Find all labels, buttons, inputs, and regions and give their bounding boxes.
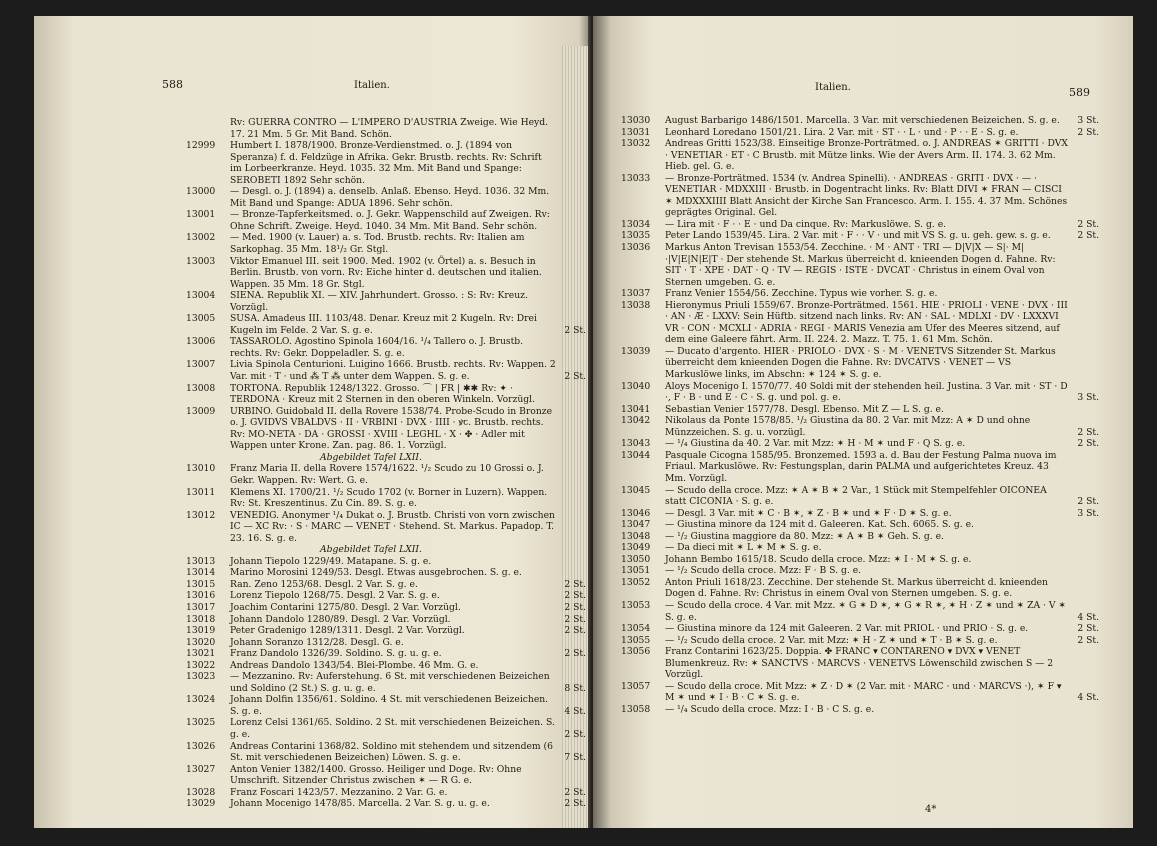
catalog-entry (186, 463, 586, 486)
lot-number: 12999 (186, 140, 216, 152)
left-page (34, 16, 590, 828)
catalog-entry (621, 242, 1099, 288)
catalog-entry (186, 590, 586, 602)
plate-reference (186, 544, 586, 556)
catalog-entry (186, 648, 586, 660)
lot-description: — ¹/₄ Scudo della croce. Mzz: I · B · C S. g. e. (665, 703, 875, 715)
lot-description: — Bronze-Porträtmed. 1534 (v. Andrea Spinelli). · ANDREAS · GRITI · DVX · — · VENETIAR · MDXXIII · Brustb. in Dogentracht links. Rv: Blatt DIVI ✶ FRAN — CISCI ✶ MDXXXIIII Blatt Ansicht der Kirche San Francesco. Arm. I. 155. 4. 37 Mm. Schönes geprägtes Original. Gel. (665, 172, 1068, 219)
lot-description: SUSA. Amadeus III. 1103/48. Denar. Kreuz mit 2 Kugeln. Rv: Drei Kugeln im Felde. 2 Var. S. g. e. (230, 313, 537, 336)
catalog-entry (186, 637, 586, 649)
catalog-entry (186, 660, 586, 672)
lot-description: Johann Bembo 1615/18. Scudo della croce. Mzz: ✶ I · M ✶ S. g. e. (665, 553, 972, 565)
catalog-entry (621, 346, 1099, 381)
lot-description: — Scudo della croce. Mzz: ✶ A ✶ B ✶ 2 Var., 1 Stück mit Stempelfehler OICONEA statt CICONIA · S. g. e. (665, 484, 1047, 508)
catalog-entry (186, 232, 586, 255)
lot-number: 13035 (621, 230, 651, 242)
lot-number: 13053 (621, 599, 651, 611)
lot-description: Humbert I. 1878/1900. Bronze-Verdienstmed. o. J. (1894 von Speranza) f. d. Feldzüge in Afrika. Gekr. Brustb. rechts. Rv: Schrift im Lorbeerkranze. Heyd. 1035. 32 Mm. Mit Band und Spange: SEROBETI 1892 Sehr schön. (230, 140, 542, 186)
lot-description: Franz Contarini 1623/25. Doppia. ✤ FRANC ▾ CONTARENO ▾ DVX ▾ VENET Blumenkreuz. Rv: ✶ SANCTVS · MARCVS · VENETVS Löwenschild zwischen S — 2 Vorzügl. (665, 646, 1054, 681)
lot-description: Johann Soranzo 1312/28. Desgl. G. e. (230, 636, 404, 648)
lot-number: 13045 (621, 484, 651, 496)
catalog-entry (621, 300, 1099, 346)
lot-description: Anton Venier 1382/1400. Grosso. Heiliger und Doge. Rv: Ohne Umschrift. Sitzender Christus zwischen ✶ — R G. e. (230, 763, 522, 787)
catalog-entry (621, 127, 1099, 139)
lot-description: TASSAROLO. Agostino Spinola 1604/16. ¹/₄ Tallero o. J. Brustb. rechts. Rv: Gekr. Doppeladler. S. g. e. (230, 336, 524, 359)
catalog-entry (186, 567, 586, 579)
catalog-entry (186, 487, 586, 510)
catalog-entry (186, 209, 586, 232)
lot-number: 13033 (621, 172, 651, 184)
catalog-entry (186, 671, 586, 694)
catalog-entry (186, 798, 586, 810)
catalog-entry (621, 577, 1099, 600)
catalog-entry (621, 600, 1099, 623)
catalog-entry (186, 256, 586, 291)
lot-description: — ¹/₂ Scudo della croce. Mzz: F · B S. g. e. (665, 565, 862, 577)
catalog-entry (621, 485, 1099, 508)
lot-number: 13034 (621, 218, 651, 230)
lot-description: Pasquale Cicogna 1585/95. Bronzemed. 1593 a. d. Bau der Festung Palma nuova im Friaul. Markuslöwe. Rv: Festungsplan, darin PALMA und aufgerichtetes Kreuz. 43 Mm. Vorzügl. (665, 449, 1057, 484)
lot-number: 13056 (621, 646, 651, 658)
catalog-entry (621, 635, 1099, 647)
lot-description: Sebastian Venier 1577/78. Desgl. Ebenso. Mit Z — L S. g. e. (665, 403, 944, 415)
lot-description: VENEDIG. Anonymer ¹/₄ Dukat o. J. Brustb. Christi von vorn zwischen IC — XC Rv: · S · MARC — VENET · Stehend. St. Markus. Papadop. T. 23. 16. S. g. e. (230, 509, 555, 544)
catalog-entry (186, 694, 586, 717)
lot-description: Abgebildet Tafel LXII. (320, 451, 422, 463)
lot-number: 13029 (186, 798, 216, 810)
lot-number: 13038 (621, 299, 651, 311)
catalog-entry (186, 556, 586, 568)
catalog-entry (186, 117, 586, 140)
running-head-right: Italien. (815, 82, 851, 93)
lot-quantity: 7 St. (564, 752, 586, 764)
lot-quantity: 8 St. (564, 682, 586, 694)
catalog-entry (621, 415, 1099, 438)
lot-description: Johann Tiepolo 1229/49. Matapane. S. g. e. (230, 555, 432, 567)
lot-number: 13028 (186, 786, 216, 798)
lot-description: August Barbarigo 1486/1501. Marcella. 3 Var. mit verschiedenen Beizeichen. S. g. e. (665, 115, 1060, 126)
catalog-entry (186, 625, 586, 637)
lot-quantity: 3 St. (1077, 507, 1099, 519)
catalog-entry (621, 531, 1099, 543)
lot-quantity: 2 St. (564, 625, 586, 637)
lot-number: 13022 (186, 659, 216, 671)
lot-description: Klemens XI. 1700/21. ¹/₂ Scudo 1702 (v. Borner in Luzern). Wappen. Rv: St. Kreszentinus. Zu Cin. 89. S. g. e. (230, 486, 548, 510)
right-page (593, 16, 1133, 828)
lot-description: Johann Mocenigo 1478/85. Marcella. 2 Var. S. g. u. g. e. (230, 798, 490, 810)
lot-quantity: 2 St. (1077, 634, 1099, 646)
lot-number: 13018 (186, 613, 216, 625)
lot-number: 13012 (186, 509, 216, 521)
lot-description: Peter Lando 1539/45. Lira. 2 Var. mit · F · · V · und mit VS S. g. u. geh. gew. s. g. e. (665, 230, 1051, 242)
catalog-entry (621, 438, 1099, 450)
lot-number: 13046 (621, 507, 651, 519)
lot-number: 13048 (621, 530, 651, 542)
catalog-entry (186, 614, 586, 626)
lot-number: 13054 (621, 623, 651, 635)
catalog-entry (621, 138, 1099, 173)
catalog-entry (186, 359, 586, 382)
lot-number: 13042 (621, 415, 651, 427)
page-number-right: 589 (1069, 86, 1090, 99)
catalog-entry (186, 336, 586, 359)
lot-quantity: 2 St. (1077, 426, 1099, 438)
lot-quantity: 4 St. (1077, 611, 1099, 623)
catalog-entry (186, 383, 586, 406)
lot-description: SIENA. Republik XI. — XIV. Jahrhundert. Grosso. : S: Rv: Kreuz. Vorzügl. (230, 290, 528, 313)
lot-number: 13002 (186, 232, 216, 244)
entry-list-left (186, 117, 586, 810)
catalog-entry (621, 565, 1099, 577)
lot-number: 13003 (186, 255, 216, 267)
lot-description: Lorenz Celsi 1361/65. Soldino. 2 St. mit verschiedenen Beizeichen. S. g. e. (230, 717, 555, 740)
catalog-entry (621, 519, 1099, 531)
lot-description: Hieronymus Priuli 1559/67. Bronze-Porträtmed. 1561. HIE · PRIOLI · VENE · DVX · III · AN · Æ · LXXV: Sein Hüftb. sitzend nach links. Rv: AN · SAL · MDLXI · DV · LXXXVI VR · CON · MCXLI · ADRIA · REGI · MARIS Venezia am Ufer des Meeres sitzend, auf dem eine Galeere fährt. Arm. II. 224. 2. Mazz. T. 75. 1. 61 Mm. Schön. (665, 299, 1068, 346)
lot-description: Leonhard Loredano 1501/21. Lira. 2 Var. mit · ST · · L · und · P · · E · S. g. e. (665, 126, 1019, 138)
lot-description: — Giustina minore da 124 mit Galeeren. 2 Var. mit PRIOL · und PRIO · S. g. e. (665, 623, 1029, 635)
lot-number: 13047 (621, 519, 651, 531)
lot-number: 13040 (621, 380, 651, 392)
lot-description: Nikolaus da Ponte 1578/85. ¹/₂ Giustina da 80. 2 Var. mit Mzz: A ✶ D und ohne Münzzeichen. S. g. u. vorzügl. (665, 415, 1031, 438)
lot-description: Abgebildet Tafel LXII. (320, 544, 422, 556)
lot-number: 13011 (186, 486, 216, 498)
lot-description: Andreas Dandolo 1343/54. Blei-Plombe. 46 Mm. G. e. (230, 659, 479, 671)
lot-number: 13015 (186, 578, 216, 590)
lot-quantity: 2 St. (564, 371, 586, 383)
lot-description: Markus Anton Trevisan 1553/54. Zecchine. · M · ANT · TRI — D|V|X — S|· M|·|V|E|N|E|T · Der stehende St. Markus überreicht d. knieenden Dogen d. Fahne. Rv: SIT · T · XPE · DAT · Q · TV — REGIS · ISTE · DVCAT · Christus in einem Oval von Sternen umgeben. G. e. (665, 242, 1056, 288)
catalog-entry (186, 579, 586, 591)
lot-number: 13043 (621, 438, 651, 450)
lot-number: 13055 (621, 634, 651, 646)
lot-description: Andreas Gritti 1523/38. Einseitige Bronze-Porträtmed. o. J. ANDREAS ✶ GRITTI · DVX · VENETIAR · ET · C Brustb. mit Mütze links. Wie der Avers Arm. II. 174. 3. 62 Mm. Hieb. gel. G. e. (665, 138, 1068, 173)
lot-number: 13057 (621, 680, 651, 692)
lot-number: 13019 (186, 625, 216, 637)
catalog-entry (621, 115, 1099, 127)
catalog-entry (186, 741, 586, 764)
lot-description: Viktor Emanuel III. seit 1900. Med. 1902 (v. Örtel) a. s. Besuch in Berlin. Brustb. von vorn. Rv: Eiche hinter d. deutschen und italien. Wappen. 35 Mm. 18 Gr. Stgl. (230, 255, 542, 290)
catalog-entry (621, 542, 1099, 554)
lot-quantity: 2 St. (564, 786, 586, 798)
lot-description: — Desgl. o. J. (1894) a. denselb. Anlaß. Ebenso. Heyd. 1036. 32 Mm. Mit Band und Spange: ADUA 1896. Sehr schön. (230, 186, 550, 209)
lot-quantity: 2 St. (564, 728, 586, 740)
lot-description: — Mezzanino. Rv: Auferstehung. 6 St. mit verschiedenen Beizeichen und Soldino (2 St.) S. g. u. g. e. (230, 671, 550, 694)
lot-description: Peter Gradenigo 1289/1311. Desgl. 2 Var. Vorzügl. (230, 625, 465, 637)
lot-description: — Da dieci mit ✶ L ✶ M ✶ S. g. e. (665, 542, 822, 554)
catalog-entry (186, 140, 586, 186)
catalog-entry (621, 646, 1099, 681)
lot-number: 13008 (186, 382, 216, 394)
lot-description: TORTONA. Republik 1248/1322. Grosso. ⌒ | FR | ✱✱ Rv: ✦ · TERDONA · Kreuz mit 2 Sternen in den oberen Winkeln. Vorzügl. (230, 382, 535, 406)
lot-number: 13010 (186, 463, 216, 475)
lot-number: 13039 (621, 345, 651, 357)
lot-description: Andreas Contarini 1368/82. Soldino mit stehendem und sitzendem (6 St. mit verschiedenen Beizeichen) Löwen. S. g. e. (230, 740, 553, 764)
lot-description: — Scudo della croce. Mit Mzz: ✶ Z · D ✶ (2 Var. mit · MARC · und · MARCVS ·), ✶ F ▾ M ✶ und ✶ I · B · C ✶ S. g. e. (665, 680, 1062, 704)
catalog-entry (621, 623, 1099, 635)
lot-number: 13026 (186, 740, 216, 752)
lot-quantity: 2 St. (564, 648, 586, 660)
lot-description: Rv: GUERRA CONTRO — L'IMPERO D'AUSTRIA Zweige. Wie Heyd. 17. 21 Mm. 5 Gr. Mit Band. Schön. (230, 117, 549, 140)
lot-quantity: 4 St. (1077, 692, 1099, 704)
catalog-entry (621, 230, 1099, 242)
lot-quantity: 3 St. (1077, 115, 1099, 126)
lot-description: — ¹/₄ Giustina da 40. 2 Var. mit Mzz: ✶ H · M ✶ und F · Q S. g. e. (665, 438, 966, 450)
lot-number: 13032 (621, 138, 651, 150)
lot-number: 13058 (621, 703, 651, 715)
plate-reference (186, 452, 586, 464)
catalog-entry (621, 288, 1099, 300)
lot-number: 13017 (186, 601, 216, 613)
lot-description: URBINO. Guidobald II. della Rovere 1538/74. Probe-Scudo in Bronze o. J. GVIDVS VBALDVS · II · VRBINI · DVX · IIII · ꝟꞇ. Brustb. rechts. Rv: MO-NETA · DA · GROSSI · XVIII · LEGHL · X · ✤ · Adler mit Wappen unter Krone. Zan. pag. 86. 1. Vorzügl. (230, 405, 553, 452)
lot-description: Johann Dolfin 1356/61. Soldino. 4 St. mit verschiedenen Beizeichen. S. g. e. (230, 694, 549, 717)
lot-number: 13025 (186, 717, 216, 729)
lot-quantity: 2 St. (1077, 230, 1099, 242)
lot-number: 13049 (621, 542, 651, 554)
lot-description: Anton Priuli 1618/23. Zecchine. Der stehende St. Markus überreicht d. knieenden Dogen d. Fahne. Rv: Christus in einem Oval von Sternen umgeben. S. g. e. (665, 576, 1048, 600)
lot-description: Ran. Zeno 1253/68. Desgl. 2 Var. S. g. e. (230, 578, 418, 590)
lot-description: — Ducato d'argento. HIER · PRIOLO · DVX · S · M · VENETVS Sitzender St. Markus überreicht dem knieenden Dogen die Fahne. Rv: DVCATVS · VENET — VS Markuslöwe links, im Abschn: ✶ 124 ✶ S. g. e. (665, 345, 1056, 381)
lot-quantity: 2 St. (1077, 218, 1099, 230)
lot-description: — ¹/₂ Giustina maggiore da 80. Mzz: ✶ A ✶ B ✶ Geh. S. g. e. (665, 530, 944, 542)
lot-number: 13021 (186, 648, 216, 660)
lot-quantity: 2 St. (1077, 126, 1099, 138)
lot-description: — ¹/₂ Scudo della croce. 2 Var. mit Mzz: ✶ H · Z ✶ und ✶ T · B ✶ S. g. e. (665, 634, 998, 646)
lot-number: 13024 (186, 694, 216, 706)
lot-description: Lorenz Tiepolo 1268/75. Desgl. 2 Var. S. g. e. (230, 590, 440, 602)
lot-number: 13006 (186, 336, 216, 348)
lot-number: 13014 (186, 567, 216, 579)
lot-description: — Desgl. 3 Var. mit ✶ C · B ✶, ✶ Z · B ✶ und ✶ F · D ✶ S. g. e. (665, 507, 952, 519)
lot-number: 13013 (186, 555, 216, 567)
footer-signature: 4* (925, 804, 937, 815)
lot-description: Aloys Mocenigo I. 1570/77. 40 Soldi mit der stehenden heil. Justina. 3 Var. mit · ST · D ·, F · B · und E · C · S. g. und pol. g. e. (665, 380, 1068, 404)
catalog-entry (186, 764, 586, 787)
catalog-entry (186, 406, 586, 452)
lot-quantity: 2 St. (1077, 496, 1099, 508)
lot-quantity: 3 St. (1077, 392, 1099, 404)
lot-number: 13030 (621, 115, 651, 126)
lot-description: — Med. 1900 (v. Lauer) a. s. Tod. Brustb. rechts. Rv: Italien am Sarkophag. 35 Mm. 18¹/₂ Gr. Stgl. (230, 232, 525, 256)
lot-number: 13052 (621, 576, 651, 588)
catalog-entry (621, 219, 1099, 231)
lot-number: 13044 (621, 449, 651, 461)
catalog-entry (186, 313, 586, 336)
catalog-entry (186, 787, 586, 799)
lot-number: 13000 (186, 186, 216, 198)
lot-number: 13036 (621, 242, 651, 254)
lot-number: 13020 (186, 636, 216, 648)
lot-number: 13031 (621, 126, 651, 138)
catalog-entry (186, 290, 586, 313)
lot-quantity: 2 St. (564, 601, 586, 613)
lot-quantity: 2 St. (564, 578, 586, 590)
running-head-left: Italien. (354, 80, 390, 91)
catalog-entry (621, 381, 1099, 404)
lot-description: Livia Spinola Centurioni. Luigino 1666. Brustb. rechts. Rv: Wappen. 2 Var. mit · T · und ⁂ T ⁂ unter dem Wappen. S. g. e. (230, 359, 556, 383)
lot-description: — Scudo della croce. 4 Var. mit Mzz. ✶ G ✶ D ✶, ✶ G ✶ R ✶, ✶ H · Z ✶ und ✶ ZA · V ✶ S. g. e. (665, 599, 1067, 623)
catalog-entry (621, 508, 1099, 520)
lot-quantity: 2 St. (1077, 438, 1099, 450)
lot-number: 13050 (621, 553, 651, 565)
catalog-entry (186, 717, 586, 740)
catalog-entry (186, 602, 586, 614)
lot-description: Franz Venier 1554/56. Zecchine. Typus wie vorher. S. g. e. (665, 288, 938, 300)
lot-number: 13005 (186, 313, 216, 325)
lot-quantity: 2 St. (564, 613, 586, 625)
lot-description: Johann Dandolo 1280/89. Desgl. 2 Var. Vorzügl. (230, 613, 451, 625)
lot-quantity: 2 St. (1077, 623, 1099, 635)
lot-description: Franz Dandolo 1326/39. Soldino. S. g. u. g. e. (230, 648, 442, 660)
lot-number: 13027 (186, 763, 216, 775)
lot-description: — Lira mit · F · · E · und Da cinque. Rv: Markuslöwe. S. g. e. (665, 218, 947, 230)
page-number-left: 588 (162, 78, 183, 91)
lot-number: 13009 (186, 405, 216, 417)
catalog-entry (186, 510, 586, 545)
catalog-entry (186, 186, 586, 209)
lot-quantity: 4 St. (564, 705, 586, 717)
lot-number: 13001 (186, 209, 216, 221)
lot-quantity: 2 St. (564, 324, 586, 336)
lot-quantity: 2 St. (564, 590, 586, 602)
lot-number: 13037 (621, 288, 651, 300)
lot-number: 13004 (186, 290, 216, 302)
entry-list-right (621, 115, 1099, 715)
catalog-entry (621, 404, 1099, 416)
lot-number: 13041 (621, 403, 651, 415)
lot-quantity: 2 St. (564, 798, 586, 810)
lot-description: — Giustina minore da 124 mit d. Galeeren. Kat. Sch. 6065. S. g. e. (665, 519, 974, 531)
lot-description: Franz Maria II. della Rovere 1574/1622. ¹/₂ Scudo zu 10 Grossi o. J. Gekr. Wappen. Rv: Wert. G. e. (230, 463, 544, 486)
lot-number: 13023 (186, 671, 216, 683)
catalog-entry (621, 554, 1099, 566)
catalog-entry (621, 450, 1099, 485)
lot-number: 13051 (621, 565, 651, 577)
lot-description: Joachim Contarini 1275/80. Desgl. 2 Var. Vorzügl. (230, 601, 461, 613)
lot-number: 13016 (186, 590, 216, 602)
lot-description: Franz Foscari 1423/57. Mezzanino. 2 Var. G. e. (230, 786, 448, 798)
lot-number: 13007 (186, 359, 216, 371)
catalog-entry (621, 704, 1099, 716)
catalog-entry (621, 173, 1099, 219)
lot-description: Marino Morosini 1249/53. Desgl. Etwas ausgebrochen. S. g. e. (230, 567, 522, 579)
lot-description: — Bronze-Tapferkeitsmed. o. J. Gekr. Wappenschild auf Zweigen. Rv: Ohne Schrift. Zweige. Heyd. 1040. 34 Mm. Mit Band. Sehr schön. (230, 209, 550, 232)
catalog-entry (621, 681, 1099, 704)
